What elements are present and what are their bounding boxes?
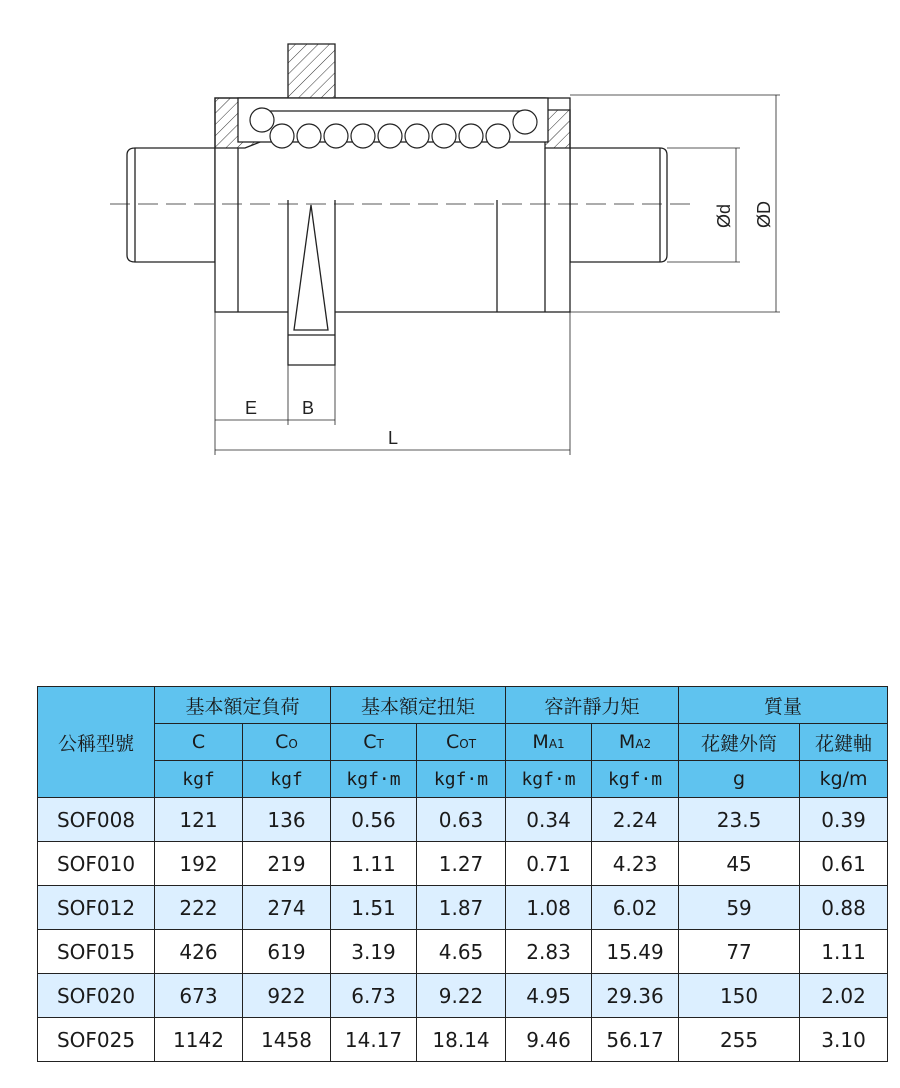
value-cell: 18.14 xyxy=(417,1018,506,1062)
value-cell: 1142 xyxy=(155,1018,243,1062)
table-row xyxy=(38,974,888,1018)
value-cell: 1.51 xyxy=(331,886,417,930)
shaft-right-end xyxy=(570,148,667,262)
col-shaft-mass: 花鍵軸 xyxy=(800,724,888,761)
value-cell: 45 xyxy=(679,842,800,886)
value-cell: 673 xyxy=(155,974,243,1018)
dim-label-b: B xyxy=(302,398,315,418)
value-cell: 4.65 xyxy=(417,930,506,974)
value-cell: 9.22 xyxy=(417,974,506,1018)
value-cell: 4.23 xyxy=(592,842,679,886)
value-cell: 59 xyxy=(679,886,800,930)
value-cell: 0.61 xyxy=(800,842,888,886)
value-cell: 0.39 xyxy=(800,798,888,842)
dim-label-d: Ød xyxy=(714,203,734,228)
col-ma1: MA1 xyxy=(506,724,592,761)
value-cell: 619 xyxy=(243,930,331,974)
model-cell: SOF008 xyxy=(38,798,155,842)
value-cell: 29.36 xyxy=(592,974,679,1018)
model-cell: SOF015 xyxy=(38,930,155,974)
unit-cell: kg/m xyxy=(800,761,888,798)
value-cell: 1.27 xyxy=(417,842,506,886)
value-cell: 23.5 xyxy=(679,798,800,842)
value-cell: 922 xyxy=(243,974,331,1018)
value-cell: 4.95 xyxy=(506,974,592,1018)
model-cell: SOF020 xyxy=(38,974,155,1018)
value-cell: 0.71 xyxy=(506,842,592,886)
unit-cell: g xyxy=(679,761,800,798)
value-cell: 9.46 xyxy=(506,1018,592,1062)
header-group-moment: 容許靜力矩 xyxy=(506,687,679,724)
value-cell: 219 xyxy=(243,842,331,886)
value-cell: 3.19 xyxy=(331,930,417,974)
header-group-mass: 質量 xyxy=(679,687,888,724)
unit-cell: kgf·m xyxy=(331,761,417,798)
model-cell: SOF025 xyxy=(38,1018,155,1062)
table-row xyxy=(38,1018,888,1062)
value-cell: 56.17 xyxy=(592,1018,679,1062)
value-cell: 1.08 xyxy=(506,886,592,930)
table-row xyxy=(38,798,888,842)
value-cell: 2.24 xyxy=(592,798,679,842)
value-cell: 77 xyxy=(679,930,800,974)
dim-label-big-d: ØD xyxy=(754,201,774,228)
col-nut-mass: 花鍵外筒 xyxy=(679,724,800,761)
value-cell: 255 xyxy=(679,1018,800,1062)
value-cell: 0.56 xyxy=(331,798,417,842)
value-cell: 1458 xyxy=(243,1018,331,1062)
value-cell: 3.10 xyxy=(800,1018,888,1062)
value-cell: 14.17 xyxy=(331,1018,417,1062)
dim-label-l: L xyxy=(388,428,399,448)
value-cell: 15.49 xyxy=(592,930,679,974)
value-cell: 121 xyxy=(155,798,243,842)
header-model: 公稱型號 xyxy=(38,687,155,798)
value-cell: 192 xyxy=(155,842,243,886)
value-cell: 0.63 xyxy=(417,798,506,842)
unit-cell: kgf·m xyxy=(592,761,679,798)
dim-label-e: E xyxy=(245,398,258,418)
col-c0t: COT xyxy=(417,724,506,761)
value-cell: 150 xyxy=(679,974,800,1018)
value-cell: 6.02 xyxy=(592,886,679,930)
col-c: C xyxy=(155,724,243,761)
col-ma2: MA2 xyxy=(592,724,679,761)
shaft-left-end xyxy=(127,148,215,262)
value-cell: 2.02 xyxy=(800,974,888,1018)
value-cell: 0.34 xyxy=(506,798,592,842)
header-group-torque: 基本額定扭矩 xyxy=(331,687,506,724)
header-group-load: 基本額定負荷 xyxy=(155,687,331,724)
value-cell: 274 xyxy=(243,886,331,930)
value-cell: 1.11 xyxy=(331,842,417,886)
table-row xyxy=(38,886,888,930)
table-row xyxy=(38,930,888,974)
col-ct: CT xyxy=(331,724,417,761)
unit-cell: kgf xyxy=(243,761,331,798)
value-cell: 1.11 xyxy=(800,930,888,974)
unit-cell: kgf xyxy=(155,761,243,798)
technical-drawing xyxy=(0,0,900,470)
value-cell: 1.87 xyxy=(417,886,506,930)
unit-cell: kgf·m xyxy=(506,761,592,798)
model-cell: SOF012 xyxy=(38,886,155,930)
col-c0: CO xyxy=(243,724,331,761)
spec-table xyxy=(37,686,888,1062)
value-cell: 426 xyxy=(155,930,243,974)
model-cell: SOF010 xyxy=(38,842,155,886)
value-cell: 2.83 xyxy=(506,930,592,974)
value-cell: 0.88 xyxy=(800,886,888,930)
value-cell: 136 xyxy=(243,798,331,842)
table-row xyxy=(38,842,888,886)
value-cell: 6.73 xyxy=(331,974,417,1018)
unit-cell: kgf·m xyxy=(417,761,506,798)
value-cell: 222 xyxy=(155,886,243,930)
